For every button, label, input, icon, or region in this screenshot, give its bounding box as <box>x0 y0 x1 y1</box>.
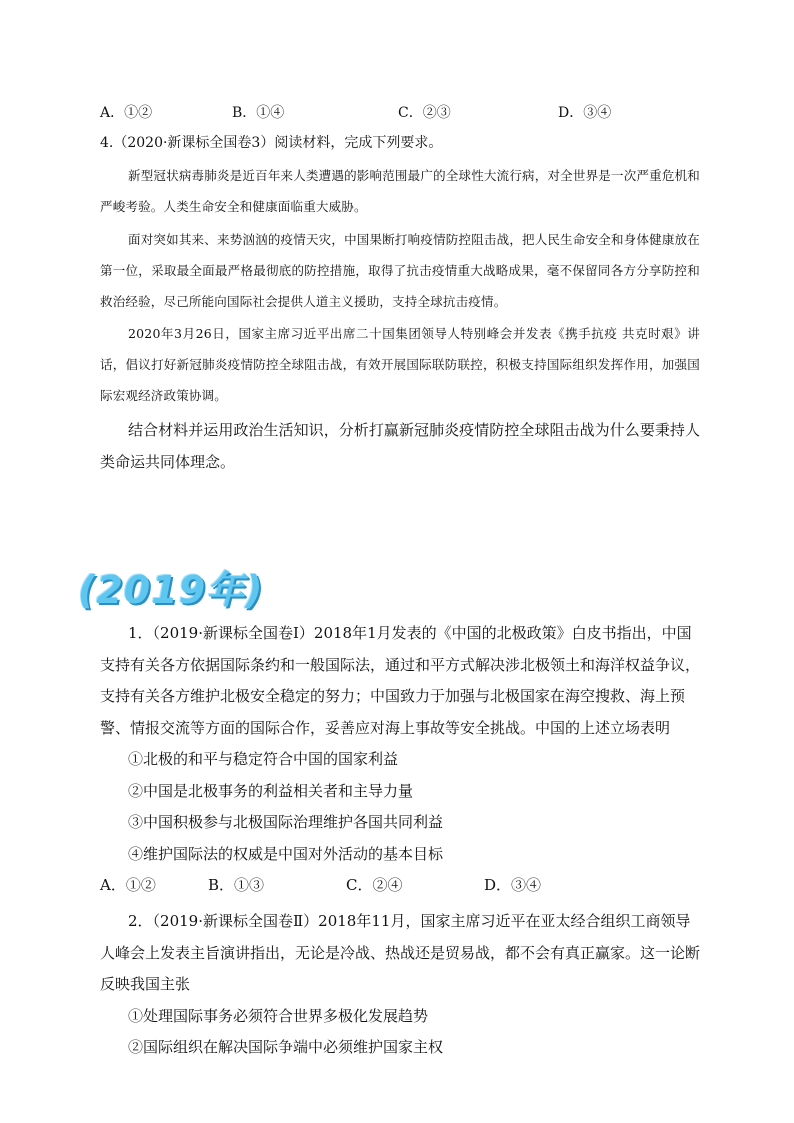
q1-option-a: A．①② <box>100 876 156 894</box>
q2-statement-2: ②国际组织在解决国际争端中必须维护国家主权 <box>128 1038 444 1056</box>
q1-statement-1: ①北极的和平与稳定符合中国的国家利益 <box>128 750 399 768</box>
q1-option-b: B．①③ <box>208 876 265 894</box>
q1-statement-2: ②中国是北极事务的利益相关者和主导力量 <box>128 781 414 800</box>
q2-statement-1: ①处理国际事务必须符合世界多极化发展趋势 <box>128 1006 429 1025</box>
q2-stem: 2．（2019·新课标全国卷Ⅱ）2018年11月，国家主席习近平在亚太经合组织工商领导人峰会上发表主旨演讲指出，无论是冷战、热战还是贸易战，都不会有真正赢家。这一论断反映我国主张 <box>100 912 701 993</box>
q3-option-d: D．③④ <box>558 105 612 121</box>
q3-option-c: C．②③ <box>398 105 451 121</box>
q1-stem: 1．（2019·新课标全国卷Ⅰ）2018年1月发表的《中国的北极政策》白皮书指出，中国支持有关各方依据国际条约和一般国际法，通过和平方式解决涉北极领土和海洋权益争议，支持有关各方维护北极安全稳定的努力；中国致力于加强与北极国家在海空搜救、海上预警、情报交流等方面的国际合作，妥善应对海上事故等安全挑战。中国的上述立场表明 <box>100 624 701 737</box>
q4-question: 结合材料并运用政治生活知识，分析打赢新冠肺炎疫情防控全球阻击战为什么要秉持人类命运共同体理念。 <box>100 421 700 471</box>
q3-option-a: A．①② <box>100 105 153 121</box>
q4-material-paragraph-2: 面对突如其来、来势汹汹的疫情天灾，中国果断打响疫情防控阻击战，把人民生命安全和身体健康放在第一位，采取最全面最严格最彻底的防控措施，取得了抗击疫情重大战略成果，毫不保留同各方分享防控和救治经验，尽己所能向国际社会提供人道主义援助，支持全球抗击疫情。 <box>100 232 700 309</box>
q1-block <box>100 618 704 870</box>
q4-heading: 4.（2020·新课标全国卷3）阅读材料，完成下列要求。 <box>100 135 443 151</box>
q4-material-paragraph-3: 2020年3月26日，国家主席习近平出席二十国集团领导人特别峰会并发表《携手抗疫 共克时艰》讲话，倡议打好新冠肺炎疫情防控全球阻击战，有效开展国际联防联控，积极支持国际组织发挥作用，加强国际宏观经济政策协调。 <box>100 326 700 403</box>
q1-statement-4: ④维护国际法的权威是中国对外活动的基本目标 <box>128 844 444 863</box>
q1-statement-3: ③中国积极参与北极国际治理维护各国共同利益 <box>128 813 444 831</box>
q2-block <box>100 906 704 1064</box>
q4-material-paragraph-1: 新型冠状病毒肺炎是近百年来人类遭遇的影响范围最广的全球性大流行病，对全世界是一次严重危机和严峻考验。人类生命安全和健康面临重大威胁。 <box>100 168 700 214</box>
year-banner: (2019年) <box>78 568 264 612</box>
q1-option-d: D．③④ <box>484 876 542 894</box>
q1-option-c: C．②④ <box>346 876 403 894</box>
q3-option-b: B．①④ <box>232 105 285 121</box>
